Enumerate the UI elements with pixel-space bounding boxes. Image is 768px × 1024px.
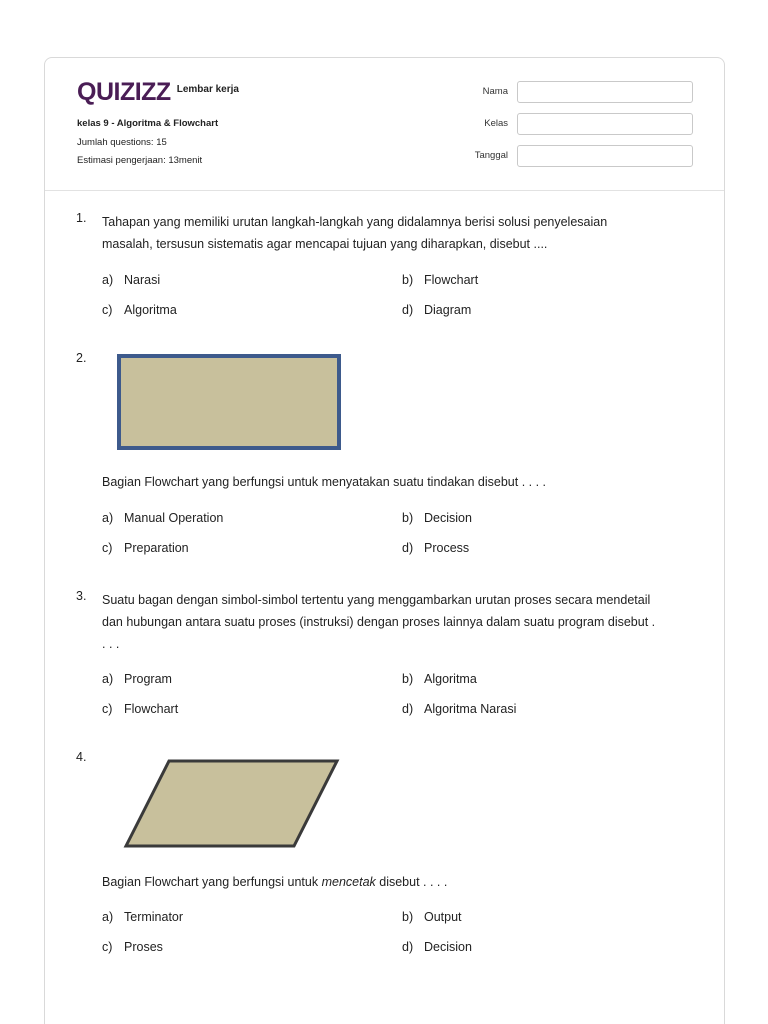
question-line: Suatu bagan dengan simbol-simbol tertentu yang menggambarkan urutan proses secara mendetail bbox=[102, 593, 651, 607]
question-count: Jumlah questions: 15 bbox=[77, 137, 167, 148]
option-a[interactable] bbox=[102, 671, 172, 687]
option-a[interactable] bbox=[102, 510, 223, 526]
option-text: Program bbox=[124, 672, 172, 686]
brand-row bbox=[77, 80, 239, 104]
name-label: Nama bbox=[482, 86, 508, 97]
question-text: Bagian Flowchart yang berfungsi untuk menyatakan suatu tindakan disebut . . . . bbox=[102, 475, 547, 489]
date-field[interactable] bbox=[517, 145, 693, 167]
option-text: Terminator bbox=[124, 910, 184, 924]
option-b[interactable] bbox=[402, 909, 462, 925]
parallelogram-symbol bbox=[126, 761, 337, 846]
option-d[interactable] bbox=[402, 939, 472, 955]
option-text: Flowchart bbox=[424, 273, 479, 287]
option-b[interactable] bbox=[402, 671, 477, 687]
option-letter: b) bbox=[402, 511, 414, 525]
option-d[interactable] bbox=[402, 302, 471, 318]
question-line: masalah, tersusun sistematis agar mencapai tujuan yang diharapkan, disebut .... bbox=[102, 237, 548, 251]
option-letter: c) bbox=[102, 940, 113, 954]
question-number: 3. bbox=[76, 589, 87, 603]
option-letter: d) bbox=[402, 702, 414, 716]
option-text: Decision bbox=[424, 940, 472, 954]
time-estimate: Estimasi pengerjaan: 13menit bbox=[77, 155, 203, 166]
question-number: 2. bbox=[76, 351, 87, 365]
question-line: dan hubungan antara suatu proses (instruksi) dengan proses lainnya dalam suatu program disebut . bbox=[102, 615, 656, 629]
question-line: . . . bbox=[102, 637, 120, 651]
option-letter: b) bbox=[402, 273, 414, 287]
option-text: Diagram bbox=[424, 303, 472, 317]
question-text bbox=[102, 211, 692, 255]
option-a[interactable] bbox=[102, 909, 183, 925]
worksheet-subtitle: Lembar kerja bbox=[176, 84, 239, 95]
question-text bbox=[102, 589, 692, 655]
option-text: Algoritma bbox=[424, 672, 477, 686]
question-text bbox=[102, 871, 692, 893]
option-letter: b) bbox=[402, 672, 414, 686]
option-letter: b) bbox=[402, 910, 414, 924]
option-b[interactable] bbox=[402, 510, 472, 526]
option-text: Output bbox=[424, 910, 462, 924]
option-text: Narasi bbox=[124, 273, 161, 287]
option-text: Manual Operation bbox=[124, 511, 224, 525]
question-number: 4. bbox=[76, 750, 87, 764]
option-letter: d) bbox=[402, 303, 414, 317]
option-letter: a) bbox=[102, 273, 114, 287]
option-text: Flowchart bbox=[124, 702, 179, 716]
option-c[interactable] bbox=[102, 939, 163, 955]
class-label: Kelas bbox=[484, 118, 508, 129]
quizizz-logo: QUIZIZZ bbox=[77, 78, 171, 106]
option-c[interactable] bbox=[102, 701, 178, 717]
option-text: Proses bbox=[124, 940, 163, 954]
option-letter: d) bbox=[402, 940, 414, 954]
worksheet bbox=[44, 57, 725, 1024]
question-text-part: Bagian Flowchart yang berfungsi untuk bbox=[102, 875, 322, 889]
option-letter: c) bbox=[102, 303, 113, 317]
question-text-part: disebut . . . . bbox=[375, 875, 448, 889]
name-field[interactable] bbox=[517, 81, 693, 103]
option-b[interactable] bbox=[402, 272, 478, 288]
option-c[interactable] bbox=[102, 302, 177, 318]
option-text: Process bbox=[424, 541, 470, 555]
option-text: Algoritma bbox=[124, 303, 177, 317]
option-letter: a) bbox=[102, 910, 114, 924]
process-rectangle-shape bbox=[117, 354, 343, 452]
input-output-parallelogram-shape bbox=[123, 758, 341, 850]
date-label: Tanggal bbox=[474, 150, 508, 161]
worksheet-header bbox=[45, 58, 724, 191]
course-title: kelas 9 - Algoritma & Flowchart bbox=[77, 118, 219, 129]
option-c[interactable] bbox=[102, 540, 189, 556]
option-letter: c) bbox=[102, 541, 113, 555]
option-text: Preparation bbox=[124, 541, 189, 555]
option-letter: a) bbox=[102, 511, 114, 525]
option-text: Algoritma Narasi bbox=[424, 702, 517, 716]
option-d[interactable] bbox=[402, 540, 469, 556]
class-field[interactable] bbox=[517, 113, 693, 135]
option-letter: a) bbox=[102, 672, 114, 686]
option-text: Decision bbox=[424, 511, 472, 525]
option-a[interactable] bbox=[102, 272, 160, 288]
option-letter: d) bbox=[402, 541, 414, 555]
option-d[interactable] bbox=[402, 701, 516, 717]
question-text-emphasis: mencetak bbox=[321, 875, 376, 889]
question-number: 1. bbox=[76, 211, 87, 225]
question-line: Tahapan yang memiliki urutan langkah-langkah yang didalamnya berisi solusi penyelesaian bbox=[102, 215, 608, 229]
option-letter: c) bbox=[102, 702, 113, 716]
rectangle-symbol bbox=[119, 356, 339, 448]
